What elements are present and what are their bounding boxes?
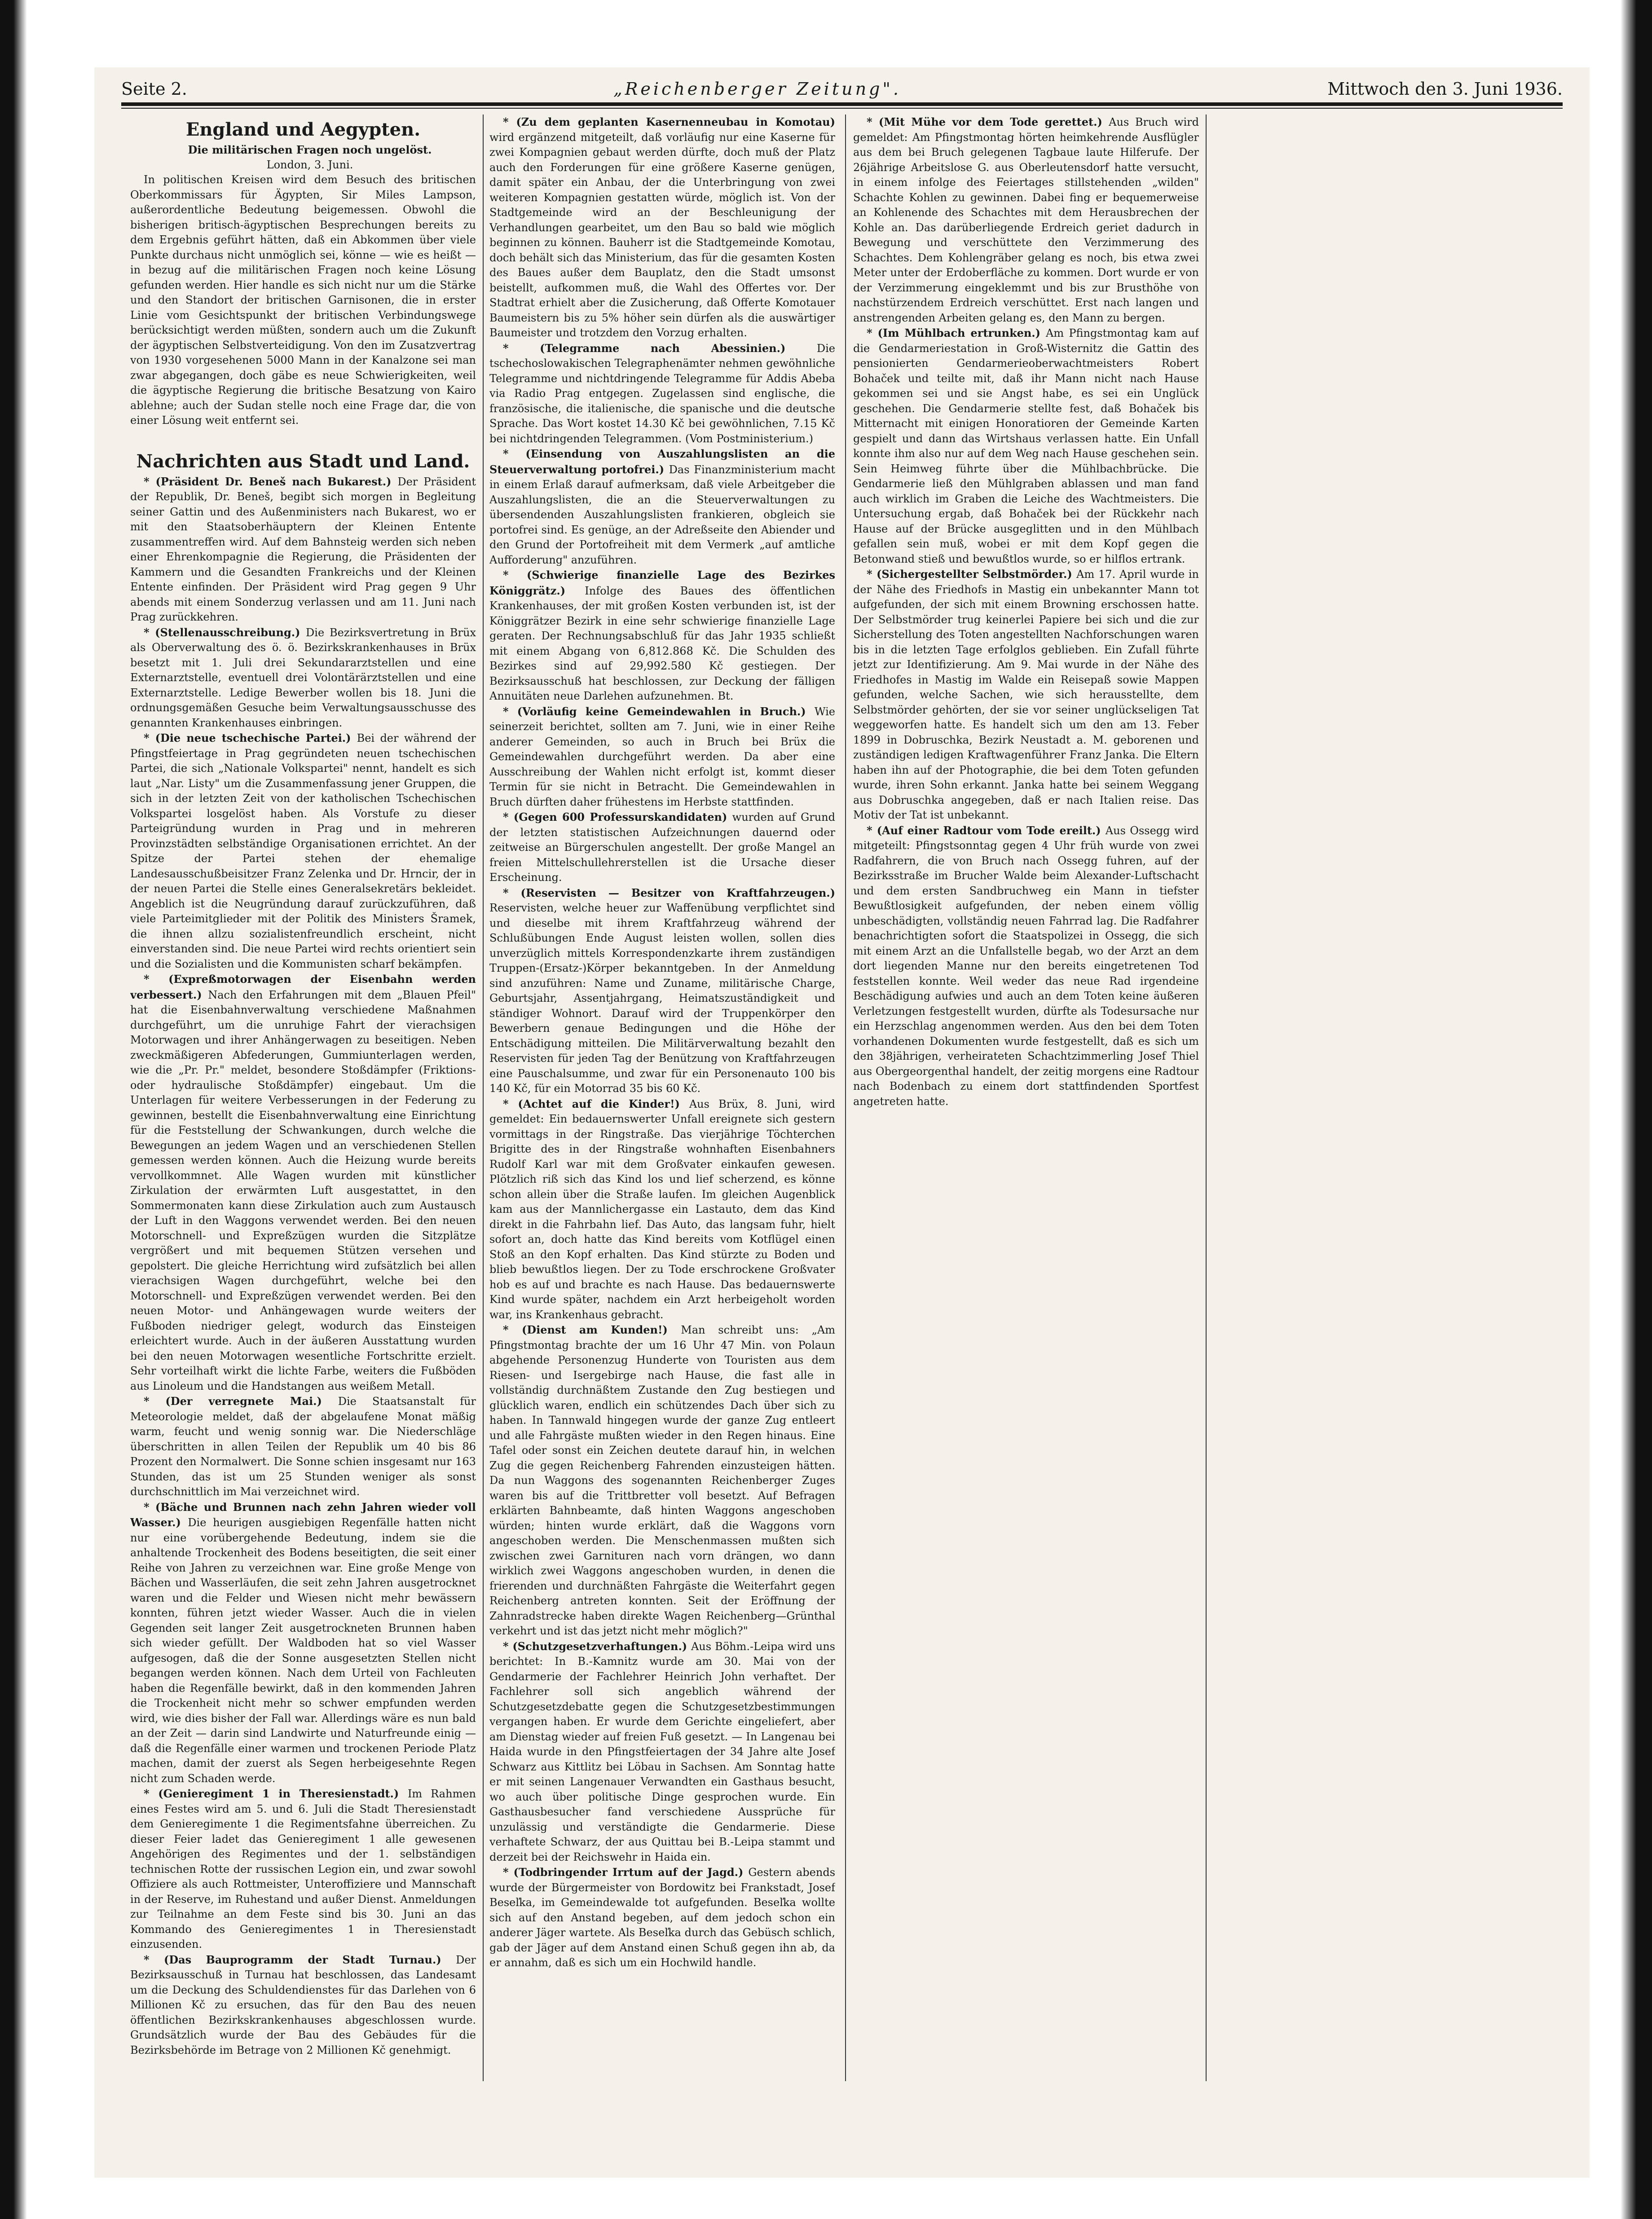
- news-item: [853, 326, 1199, 567]
- news-item: [130, 1786, 476, 1952]
- news-item-lead: * (Gegen 600 Professurskandidaten): [503, 810, 732, 823]
- news-item: [489, 1639, 835, 1865]
- section-headline: Nachrichten aus Stadt und Land.: [136, 450, 470, 472]
- news-item-lead: * (Vorläufig keine Gemeindewahlen in Bruch.): [503, 704, 815, 718]
- news-item-lead: * (Todbringender Irrtum auf der Jagd.): [503, 1866, 749, 1879]
- column-divider: [845, 114, 846, 2081]
- article-subhead: Die militärischen Fragen noch ungelöst.: [188, 143, 432, 156]
- news-item-text: Nach den Erfahrungen mit dem „Blauen Pfeil" hat die Eisenbahnverwaltung verschiedene Maßnahmen durchgeführt, um die unruhige Fahrt der vierachsigen Motorwagen und ihrer Anhängerwagen zu beseitigen. Neben zweckmäßigeren Abfederungen, Gummiunterlagen werden, wie die „Pr. Pr." meldet, besondere Stoßdämpfer (Friktions- oder hydraulische Stoßdämpfer) eingebaut. Um die Unterlagen für weitere Verbesserungen in der Federung zu gewinnen, bestellt die Eisenbahnverwaltung eine Einrichtung für die Feststellung der Schwankungen, durch welche die Bewegungen an jedem Wagen und an verschiedenen Stellen gemessen werden können. Auch die Heizung wurde bereits vervollkommnet. Alle Wagen wurden mit künstlicher Zirkulation der erwärmten Luft ausgestattet, in den Sommermonaten kann diese Zirkulation auch zum Austausch der Luft in den Waggons verwendet werden. Bei den neuen Motorschnell- und Expreßzügen wurden die Sitzplätze vergrößert und mit bequemen Stützen versehen und gepolstert. Die gleiche Herrichtung wird zufsätzlich bei allen vierachsigen Wagen durchgeführt, welche bei den Motorschnell- und Expreßzügen verwendet werden. Bei den neuen Motor- und Anhängewagen wurde weiters der Fußboden niedriger gelegt, wodurch das Einsteigen erleichtert wurde. Auch in der äußeren Ausstattung wurden bei den neuen Motorwagen wesentliche Fortschritte erzielt. Sehr vorteilhaft wirkt die lichte Farbe, weiters die Fußböden aus Linoleum und die Handstangen aus weißem Metall.: [130, 988, 476, 1392]
- issue-date: Mittwoch den 3. Juni 1936.: [1327, 79, 1563, 99]
- article-body: In politischen Kreisen wird dem Besuch des britischen Oberkommissars für Ägypten, Sir Miles Lampson, außerordentliche Bedeutung beigemessen. Obwohl die bisherigen britisch-ägyptischen Besprechungen bereits zu dem Ergebnis geführt hätten, daß ein Abkommen über viele Punkte durchaus nicht unmöglich sei, könne — wie es heißt — in bezug auf die militärischen Fragen noch keine Lösung gefunden werden. Hier handle es sich nicht nur um die Stärke und den Standort der britischen Garnisonen, die in erster Linie vom Gesichtspunkt der britischen Verbindungswege berücksichtigt werden müßten, sondern auch um die Zukunft der ägyptischen Selbstverteidigung. Von den im Zusatzvertrag von 1930 vorgesehenen 5000 Mann in der Kanalzone sei man zwar abgegangen, doch gäbe es neue Schwierigkeiten, weil die ägyptische Regierung die britische Besatzung von Kairo ablehne; auch der Sudan stelle noch eine Frage dar, die von einer Lösung weit entfernt sei.: [130, 173, 476, 427]
- news-item: [130, 1952, 476, 2058]
- news-item-text: Die tschechoslowakischen Telegraphenämter nehmen gewöhnliche Telegramme und nichtdringende Telegramme für Addis Abeba via Radio Prag entgegen. Zugelassen sind englische, die französische, die italienische, die spanische und die deutsche Sprache. Das Wort kostet 14.30 Kč bei gewöhnlichen, 7.15 Kč bei nichtdringenden Telegrammen. (Vom Postministerium.): [489, 342, 835, 445]
- news-item-lead: * (Schutzgesetzverhaftungen.): [503, 1639, 691, 1653]
- news-item: [130, 474, 476, 625]
- news-item-lead: * (Expreßmotorwagen der Eisenbahn werden verbessert.): [130, 973, 476, 1001]
- news-item-lead: * (Schwierige finanzielle Lage des Bezirkes Königgrätz.): [489, 568, 835, 597]
- newspaper-title: „Reichenberger Zeitung".: [613, 79, 901, 99]
- news-item-text: Der Präsident der Republik, Dr. Beneš, begibt sich morgen in Begleitung seiner Gattin und des Außenministers nach Bukarest, wo er mit den Staatsoberhäuptern der Kleinen Entente zusammentreffen wird. Auf dem Bahnsteig werden sich neben einer Ehrenkompagnie die Regierung, die Präsidenten der Kammern und die Gesandten Frankreichs und der Kleinen Entente einfinden. Der Präsident wird Prag gegen 9 Uhr abends mit einem Sonderzug verlassen und am 11. Juni nach Prag zurückkehren.: [130, 475, 476, 623]
- news-item-text: Die heurigen ausgiebigen Regenfälle hatten nicht nur eine vorübergehende Bedeutung, indem sie die anhaltende Trockenheit des Bodens beseitigten, die seit einer Reihe von Jahren zu verzeichnen war. Eine große Menge von Bächen und Wasserläufen, die seit zehn Jahren ausgetrocknet waren und die Felder und Wiesen nicht mehr bewässern konnten, führen jetzt wieder Wasser. Auch die in vielen Gegenden seit langer Zeit ausgetrockneten Brunnen haben sich wieder gefüllt. Der Waldboden hat so viel Wasser aufgesogen, daß die der Sonne ausgesetzten Stellen nicht begangen werden können. Nach dem Urteil von Fachleuten haben die Regenfälle bewirkt, daß in den kommenden Jahren die Trockenheit nicht mehr so schwer empfunden werden wird, wie dies bisher der Fall war. Allerdings wäre es nun bald an der Zeit — darin sind Landwirte und Naturfreunde einig — daß die Regenfälle einer warmen und trockenen Periode Platz machen, damit der zuerst als Segen herbeigesehnte Regen nicht zum Schaden werde.: [130, 1516, 476, 1785]
- news-item: [853, 567, 1199, 823]
- news-item-lead: * (Zu dem geplanten Kasernenneubau in Komotau): [503, 115, 835, 128]
- news-item-text: Man schreibt uns: „Am Pfingstmontag brachte der um 16 Uhr 47 Min. von Polaun abgehende Personenzug Hunderte von Touristen aus dem Riesen- und Isergebirge nach Hause, die fast alle in vollständig durchnäßtem Zustande den Zug bestiegen und glücklich waren, endlich ein schützendes Dach über sich zu haben. In Tannwald hingegen wurde der ganze Zug entleert und alle Fahrgäste mußten wieder in den Regen hinaus. Eine Tafel oder sonst ein Zeichen deutete darauf hin, in welchen Zug die gegen Reichenberg Fahrenden einzusteigen hätten. Da nun Waggons des sogenannten Reichenberger Zuges waren bis auf die Trittbretter voll besetzt. Auf Befragen erklärten Bahnbeamte, daß hinten Waggons angeschoben würden; hinten wurde erklärt, daß die Waggons vorn angeschoben werden. Die Menschenmassen mußten sich zwischen zwei Garnituren nach vorn drängen, wo dann wirklich zwei Waggons angeschoben wurden, in denen die frierenden und durchnäßten Fahrgäste die Weiterfahrt gegen Reichenberg antreten konnten. Seit der Eröffnung der Zahnradstrecke haben direkte Wagen Reichenberg—Grünthal verkehrt und ist das jetzt nicht mehr möglich?": [489, 1324, 835, 1637]
- news-item-lead: * (Genieregiment 1 in Theresienstadt.): [144, 1787, 408, 1800]
- news-item-text: Die Bezirksvertretung in Brüx als Oberverwaltung des ö. ö. Bezirkskrankenhauses in Brüx besetzt mit 1. Juli drei Sekundararztstellen und eine Externarztstelle, eventuell drei Volontärärztstellen und eine Externarztstelle. Ledige Bewerber wollen bis 18. Juni die ordnungsgemäßen Gesuche beim Verwaltungsausschusse des genannten Krankenhauses einbringen.: [130, 626, 476, 729]
- column-2: [489, 114, 835, 2086]
- news-item-text: Aus Bruch wird gemeldet: Am Pfingstmontag hörten heimkehrende Ausflügler aus dem bei Bruch gelegenen Tagbaue laute Hilferufe. Der 26jährige Arbeitslose G. aus Oberleutensdorf hatte versucht, in einem infolge des Feiertages stillstehenden „wilden" Schachte Kohlen zu gewinnen. Dabei fing er bequemerweise an Kohlenende des Schachtes mit dem Herausbrechen der Kohle an. Das darüberliegende Erdreich geriet dadurch in Bewegung und verschüttete den Verzimmerung des Schachtes. Dem Kohlengräber gelang es noch, bis etwa zwei Meter unter der Erdoberfläche zu kommen. Dort wurde er von der Verzimmerung eingeklemmt und bis zur Brusthöhe von nachstürzendem Erdreich verschüttet. Erst nach langen und anstrengenden Arbeiten gelang es, den Mann zu bergen.: [853, 116, 1199, 324]
- news-item-lead: * (Sichergestellter Selbstmörder.): [867, 568, 1077, 581]
- news-item-text: wird ergänzend mitgeteilt, daß vorläufig nur eine Kaserne für zwei Kompagnien gebaut werden dürfte, doch muß der Platz auch den Forderungen für eine größere Kaserne genügen, damit später ein Anbau, der die Unterbringung von zwei weiteren Kompagnien gestatten würde, möglich ist. Von der Stadtgemeinde wird an der Beschleunigung der Verhandlungen gearbeitet, um den Bau so bald wie möglich beginnen zu können. Bauherr ist die Stadtgemeinde Komotau, doch behält sich das Ministerium, das für die gesamten Kosten des Baues außer dem Bauplatz, den die Stadt umsonst beistellt, aufkommen muß, die Wahl des Offertes vor. Der Stadtrat erhielt aber die Zusicherung, daß Offerte Komotauer Baumeistern bis zu 5% höher sein dürfen als die auswärtiger Baumeister und trotzdem den Vorzug erhalten.: [489, 131, 835, 339]
- news-item-text: Das Finanzministerium macht in einem Erlaß darauf aufmerksam, daß viele Arbeitgeber die Auszahlungslisten, die an die Steuerverwaltungen zu übersendenden Auszahlungslisten frankieren, obgleich sie portofrei sind. Es genüge, an der Adreßseite den Abiender und den Grund der Portofreiheit mit dem Vermerk „auf amtliche Aufforderung" anzuführen.: [489, 463, 835, 566]
- news-item-lead: * (Bäche und Brunnen nach zehn Jahren wieder voll Wasser.): [130, 1500, 476, 1529]
- news-item-lead: * (Achtet auf die Kinder!): [503, 1097, 689, 1110]
- news-item: [130, 1500, 476, 1787]
- news-item: [489, 446, 835, 568]
- news-item-lead: * (Reservisten — Besitzer von Kraftfahrzeugen.): [503, 886, 835, 899]
- header-rule-thin: [121, 108, 1563, 109]
- news-item-lead: * (Auf einer Radtour vom Tode ereilt.): [867, 823, 1106, 837]
- news-item-text: wurden auf Grund der letzten statistischen Aufzeichnungen dauernd oder zeitweise an Bürgerschulen angestellt. Der große Mangel an freien Mittelschullehrerstellen ist die Ursache dieser Erscheinung.: [489, 811, 835, 884]
- page-number: Seite 2.: [121, 79, 187, 99]
- news-item-lead: * (Präsident Dr. Beneš nach Bukarest.): [144, 475, 398, 488]
- article-headline: England und Aegypten.: [185, 119, 421, 140]
- news-item: [853, 823, 1199, 1110]
- news-item: [489, 1865, 835, 1971]
- news-item-text: Gestern abends wurde der Bürgermeister von Bordowitz bei Frankstadt, Josef Beseľka, im Gemeindewalde tot aufgefunden. Beseľka wollte sich auf den Anstand begeben, auf dem jedoch schon ein anderer Jäger wartete. Als Beseľka durch das Gebüsch schlich, gab der Jäger auf dem Anstand einen Schuß gegen ihn ab, da er annahm, daß es sich um ein Hochwild handle.: [489, 1866, 835, 1969]
- news-item-text: Aus Ossegg wird mitgeteilt: Pfingstsonntag gegen 4 Uhr früh wurde von zwei Radfahrern, die von Bruch nach Ossegg fuhren, auf der Bezirksstraße im Brucher Walde beim Alexander-Luftschacht und dem ersten Sandbruchweg ein Mann in tiefster Bewußtlosigkeit aufgefunden, der neben einem völlig unbeschädigten, vollständig neuen Fahrrad lag. Die Radfahrer benachrichtigten sofort die Staatspolizei in Ossegg, die sich mit einem Arzt an die Unfallstelle begab, wo der Arzt an dem dort liegenden Manne nur den bereits eingetretenen Tod feststellen konnte. Weil weder das neue Rad irgendeine Beschädigung aufwies und auch an dem Toten keine äußeren Verletzungen festgestellt wurden, dürfte als Todesursache nur ein Herzschlag angenommen werden. Aus den bei dem Toten vorhandenen Dokumenten wurde festgestellt, daß es sich um den 38jährigen, verheirateten Schachtzimmerling Josef Thiel aus Obergeorgenthal handelt, der zeitig morgens eine Radtour nach Bodenbach zu einem dort stattfindenden Sportfest angetreten hatte.: [853, 824, 1199, 1108]
- news-item-text: Infolge des Baues des öffentlichen Krankenhauses, der mit großen Kosten verbunden ist, ist der Königgrätzer Bezirk in eine sehr schwierige finanzielle Lage geraten. Der Rechnungsabschluß für das Jahr 1935 schließt mit einem Abgang von 6,812.868 Kč. Die Schulden des Bezirkes sind auf 29,992.580 Kč gestiegen. Der Bezirksausschuß hat beschlossen, zur Deckung der fälligen Annuitäten neue Darlehen aufzunehmen. Bt.: [489, 584, 835, 702]
- news-item: [489, 1096, 835, 1323]
- news-item: [130, 731, 476, 972]
- news-item-text: Bei der während der Pfingstfeiertage in Prag gegründeten neuen tschechischen Partei, die sich „Nationale Volkspartei" nennt, handelt es sich laut „Nar. Listy" um die Zusammenfassung jener Gruppen, die sich in der letzten Zeit von der katholischen Tschechischen Volkspartei losgelöst haben. Als Vorstufe zu dieser Parteigründung wurden in Prag und in mehreren Provinzstädten selbständige Organisationen errichtet. An der Spitze der Partei stehen der ehemalige Landesausschußbeisitzer Franz Zelenka und Dr. Hrncir, der in der neuen Partei die Stelle eines Generalsekretärs bekleidet. Angeblich ist die Neugründung darauf zurückzuführen, daß viele Parteimitglieder mit der Politik des Ministers Šramek, die ihnen allzu sozialistenfreundlich erscheint, nicht einverstanden sind. Die neue Partei wird rechts orientiert sein und die Sozialisten und die Kommunisten scharf bekämpfen.: [130, 732, 476, 970]
- news-item-text: Am 17. April wurde in der Nähe des Friedhofs in Mastig ein unbekannter Mann tot aufgefunden, der sich mit einem Browning erschossen hatte. Der Selbstmörder trug keinerlei Papiere bei sich und die zur Sicherstellung des Toten angestellten Nachforschungen waren bis in die letzten Tage erfolglos geblieben. Ein Zufall führte jetzt zur Identifizierung. Am 9. Mai wurde in der Nähe des Friedhofes in Mastig im Walde ein Reisepaß sowie Mappen gefunden, welche Sachen, wie sich herausstellte, dem Selbstmörder gehörten, der sie vor seiner unglückseligen Tat weggeworfen hatte. Es handelt sich um den am 13. Feber 1899 in Dobruschka, Bezirk Neustadt a. M. geborenen und zuständigen ledigen Kraftwagenführer Franz Janka. Die Eltern haben ihn auf der Photographie, die bei dem Toten gefunden wurde, ihren Sohn erkannt. Janka hatte bei seinem Weggang aus Dobruschka angegeben, daß er nach Italien reise. Das Motiv der Tat ist unbekannt.: [853, 568, 1199, 821]
- news-item-lead: * (Dienst am Kunden!): [503, 1323, 681, 1336]
- news-item: [489, 114, 835, 341]
- article-dateline: London, 3. Juni.: [266, 158, 353, 171]
- news-item-text: Aus Böhm.-Leipa wird uns berichtet: In B.-Kamnitz wurde am 30. Mai von der Gendarmerie der Fachlehrer Heinrich John verhaftet. Der Fachlehrer soll sich angeblich während der Schutzgesetzdebatte gegen die Schutzgesetzbestimmungen vergangen haben. Er wurde dem Gerichte eingeliefert, aber am Dienstag wieder auf freien Fuß gesetzt. — In Langenau bei Haida wurde in den Pfingstfeiertagen der 34 Jahre alte Josef Schwarz aus Kittlitz bei Löbau in Sachsen. Am Sonntag hatte er mit seinen Langenauer Verwandten ein Gasthaus besucht, wo auch über politische Dinge gesprochen wurde. Ein Gasthausbesucher fand verschiedene Aussprüche für unzulässig und verständigte die Gendarmerie. Diese verhaftete Schwarz, der aus Quittau bei B.-Leipa stammt und derzeit bei der Reichswehr in Haida ein.: [489, 1640, 835, 1863]
- news-item-lead: * (Mit Mühe vor dem Tode gerettet.): [867, 115, 1109, 128]
- news-item-lead: * (Einsendung von Auszahlungslisten an die Steuerverwaltung portofrei.): [489, 447, 835, 476]
- news-item: [489, 341, 835, 447]
- news-item-text: Die Staatsanstalt für Meteorologie meldet, daß der abgelaufene Monat mäßig warm, feucht und wenig sonnig war. Die Niederschläge überschritten in allen Teilen der Republik um 40 bis 86 Prozent den Normalwert. Die Sonne schien insgesamt nur 163 Stunden, das ist um 25 Stunden weniger als sonst durchschnittlich im Mai verzeichnet wird.: [130, 1395, 476, 1498]
- news-item-lead: * (Im Mühlbach ertrunken.): [867, 326, 1046, 339]
- column-4: [1212, 114, 1558, 2086]
- news-item-text: Am Pfingstmontag kam auf die Gendarmeriestation in Groß-Wisternitz die Gattin des pensionierten Gendarmerieoberwachtmeisters Robert Bohaček und teilte mit, daß ihr Mann nicht nach Hause gekommen sei und sie Angst habe, es sei ein Unglück geschehen. Die Gendarmerie stellte fest, daß Bohaček bis Mitternacht mit einigen Honoratioren der Gemeinde Karten gespielt und dann das Wirtshaus verlassen hatte. Ein Unfall konnte ihm also nur auf dem Weg nach Hause geschehen sein. Sein Heimweg führte über die Mühlbachbrücke. Die Gendarmerie ließ den Mühlgraben ablassen und man fand auch wirklich im Graben die Leiche des Wachtmeisters. Die Untersuchung ergab, daß Bohaček bei der Rückkehr nach Hause auf der Brücke ausgeglitten und in den Mühlbach gefallen sein muß, wobei er mit dem Kopf gegen die Betonwand stieß und bewußtlos wurde, so er hilflos ertrank.: [853, 327, 1199, 565]
- news-item: [489, 704, 835, 810]
- scan-border-right: [1621, 0, 1652, 2219]
- column-divider: [1206, 114, 1207, 2081]
- column-1: [130, 114, 476, 2086]
- news-item: [489, 810, 835, 885]
- news-item-text: Aus Brüx, 8. Juni, wird gemeldet: Ein bedauernswerter Unfall ereignete sich gestern vormittags in der Ringstraße. Das vierjährige Töchterchen Brigitte des in der Ringstraße wohnhaften Eisenbahners Rudolf Karl war mit dem Großvater einkaufen gewesen. Plötzlich riß sich das Kind los und lief scherzend, es könne schon allein über die Straße laufen. Im gleichen Augenblick kam aus der Mannlichergasse ein Lastauto, dem das Kind direkt in die Fahrbahn lief. Das Auto, das langsam fuhr, hielt sofort an, doch hatte das Kind bereits vom Kotflügel einen Stoß an den Kopf erhalten. Das Kind stürzte zu Boden und blieb bewußtlos liegen. Der zu Tode erschrockene Großvater hob es auf und brachte es nach Hause. Das bedauernswerte Kind wurde später, nachdem ein Arzt herbeigeholt worden war, ins Krankenhaus gebracht.: [489, 1097, 835, 1321]
- page-header: [121, 67, 1563, 99]
- news-item-lead: * (Telegramme nach Abessinien.): [503, 341, 817, 355]
- news-item: [130, 972, 476, 1394]
- news-item-lead: * (Der verregnete Mai.): [144, 1395, 338, 1408]
- news-item: [489, 568, 835, 704]
- news-item-text: Im Rahmen eines Festes wird am 5. und 6. Juli die Stadt Theresienstadt dem Genieregimente 1 die Regimentsfahne überreichen. Zu dieser Feier ladet das Genieregiment 1 alle gewesenen Angehörigen des Regimentes und der 1. selbständigen technischen Rotte der russischen Legion ein, und zwar sowohl Offiziere als auch Rottmeister, Unteroffiziere und Mannschaft in der Reserve, im Ruhestand und außer Dienst. Anmeldungen zur Teilnahme an dem Feste sind bis 30. Juni an das Kommando des Genieregimentes 1 in Theresienstadt einzusenden.: [130, 1788, 476, 1950]
- news-item: [853, 114, 1199, 326]
- news-item: [489, 885, 835, 1096]
- column-3: [853, 114, 1199, 2086]
- news-item: [130, 1394, 476, 1500]
- news-item-text: Wie seinerzeit berichtet, sollten am 7. Juni, wie in einer Reihe anderer Gemeinden, so auch in Bruch bei Brüx die Gemeindewahlen durchgeführt werden. Da aber eine Ausschreibung der Wahlen nicht erfolgt ist, kommt dieser Termin für sie nicht in Betracht. Die Gemeindewahlen in Bruch dürften daher frühestens im Herbste stattfinden.: [489, 705, 835, 808]
- news-item-text: Der Bezirksausschuß in Turnau hat beschlossen, das Landesamt um die Deckung des Schuldendienstes für das Darlehen von 6 Millionen Kč zu ersuchen, das für den Bau des neuen öffentlichen Bezirkskrankenhauses abgeschlossen wurde. Grundsätzlich wurde der Bau des Gebäudes für die Bezirksbehörde im Betrage von 2 Millionen Kč genehmigt.: [130, 1953, 476, 2056]
- column-divider: [483, 114, 484, 2081]
- news-item: [130, 625, 476, 731]
- scan-border-left: [0, 0, 27, 2219]
- news-item-lead: * (Stellenausschreibung.): [144, 625, 306, 639]
- news-item-text: Reservisten, welche heuer zur Waffenübung verpflichtet sind und dieselbe mit ihrem Kraftfahrzeug während der Schlußübungen Ende August leisten wollen, sollen dies unverzüglich mittels Korrespondenzkarte ihrem zuständigen Truppen-(Ersatz-)Körper bekanntgeben. In der Anmeldung sind anzuführen: Name und Zuname, militärische Charge, Geburtsjahr, Assentjahrgang, Heimatszuständigkeit und ständiger Wohnort. Darauf wird der Truppenkörper den Bewerbern genaue Bedingungen und die Höhe der Entschädigung mitteilen. Die Militärverwaltung bezahlt den Reservisten für jeden Tag der Benützung von Kraftfahrzeugen eine Pauschalsumme, und zwar für ein Personenauto 100 bis 140 Kč, für ein Motorrad 35 bis 60 Kč.: [489, 902, 835, 1095]
- header-rule: [121, 102, 1563, 106]
- news-item-lead: * (Das Bauprogramm der Stadt Turnau.): [144, 1953, 456, 1966]
- news-item-lead: * (Die neue tschechische Partei.): [144, 731, 357, 744]
- news-item: [489, 1322, 835, 1639]
